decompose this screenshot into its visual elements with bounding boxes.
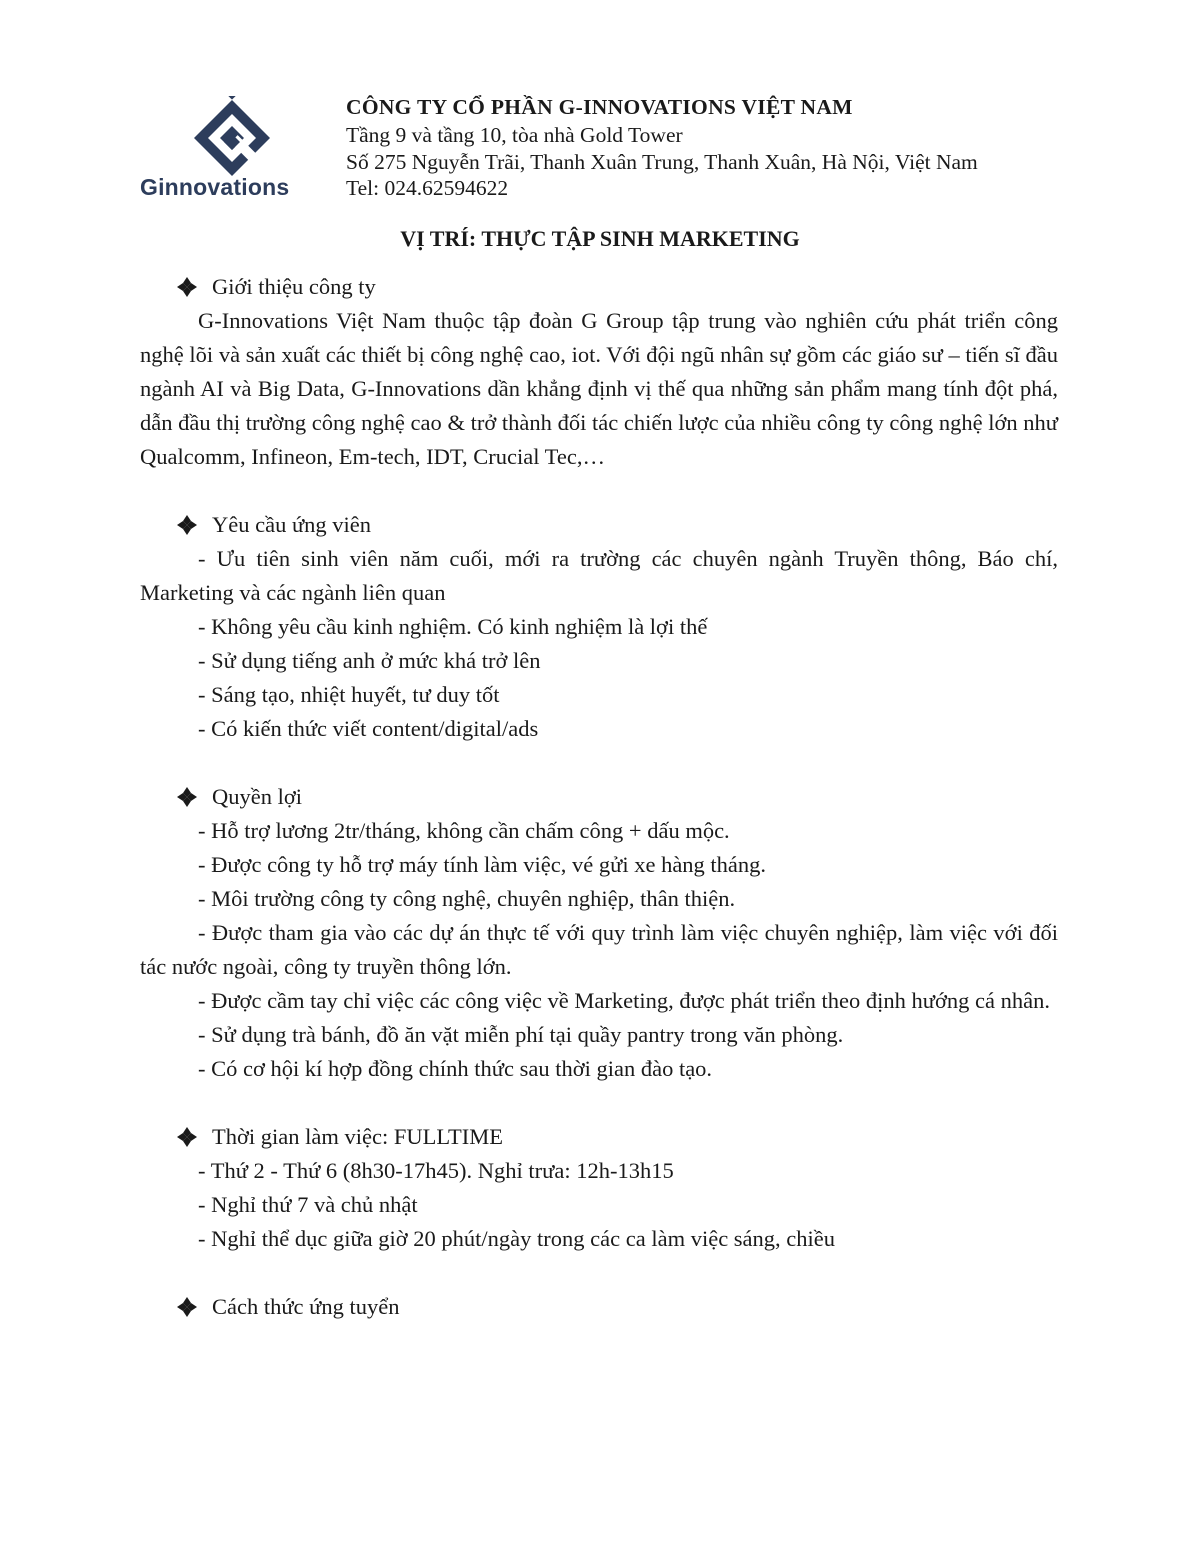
section-heading-text: Cách thức ứng tuyển bbox=[212, 1294, 400, 1319]
list-item: - Không yêu cầu kinh nghiệm. Có kinh nghiệm là lợi thế bbox=[198, 614, 708, 639]
list-item: - Có cơ hội kí hợp đồng chính thức sau thời gian đào tạo. bbox=[198, 1056, 713, 1081]
list-item: - Thứ 2 - Thứ 6 (8h30-17h45). Nghỉ trưa: 12h-13h15 bbox=[198, 1158, 674, 1183]
company-info bbox=[346, 92, 1106, 202]
spacer bbox=[140, 1086, 1058, 1120]
job-title: VỊ TRÍ: THỰC TẬP SINH MARKETING bbox=[400, 226, 800, 251]
section-heading-benefits bbox=[176, 780, 1058, 814]
diamond-bullet-icon bbox=[176, 1126, 198, 1148]
spacer bbox=[140, 746, 1058, 780]
list-item: - Nghỉ thứ 7 và chủ nhật bbox=[198, 1192, 418, 1217]
section-heading-schedule bbox=[176, 1120, 1058, 1154]
section-heading-requirements bbox=[176, 508, 1058, 542]
document-body bbox=[140, 270, 1058, 1324]
spacer bbox=[140, 1256, 1058, 1290]
g-logo-icon bbox=[140, 96, 320, 176]
spacer bbox=[140, 474, 1058, 508]
list-item: - Được công ty hỗ trợ máy tính làm việc, vé gửi xe hàng tháng. bbox=[198, 852, 767, 877]
company-name: CÔNG TY CỔ PHẦN G-INNOVATIONS VIỆT NAM bbox=[346, 95, 853, 119]
company-address-line2: Số 275 Nguyễn Trãi, Thanh Xuân Trung, Thanh Xuân, Hà Nội, Việt Nam bbox=[346, 149, 978, 174]
list-item: - Môi trường công ty công nghệ, chuyên nghiệp, thân thiện. bbox=[198, 886, 736, 911]
section-heading-text: Giới thiệu công ty bbox=[212, 274, 376, 299]
diamond-bullet-icon bbox=[176, 1296, 198, 1318]
logo-wordmark: Ginnovations bbox=[140, 174, 290, 200]
company-address-line1: Tầng 9 và tầng 10, tòa nhà Gold Tower bbox=[346, 123, 683, 147]
diamond-bullet-icon bbox=[176, 514, 198, 536]
intro-paragraph: G-Innovations Việt Nam thuộc tập đoàn G Group tập trung vào nghiên cứu phát triển công nghệ lõi và sản xuất các thiết bị công nghệ cao, iot. Với đội ngũ nhân sự gồm các giáo sư – tiến sĩ đầu ngành AI và Big Data, G-Innovations dần khẳng định vị thế qua những sản phẩm mang tính đột phá, dẫn đầu thị trường công nghệ cao & trở thành đối tác chiến lược của nhiều công ty công nghệ lớn như Qualcomm, Infineon, Em-tech, IDT, Crucial Tec,… bbox=[140, 308, 1058, 469]
list-item: - Nghỉ thể dục giữa giờ 20 phút/ngày trong các ca làm việc sáng, chiều bbox=[198, 1226, 836, 1251]
list-item: - Được tham gia vào các dự án thực tế với quy trình làm việc chuyên nghiệp, làm việc với đối tác nước ngoài, công ty truyền thông lớn. bbox=[140, 920, 1058, 979]
list-item: - Có kiến thức viết content/digital/ads bbox=[198, 716, 539, 741]
list-item: - Ưu tiên sinh viên năm cuối, mới ra trường các chuyên ngành Truyền thông, Báo chí, Marketing và các ngành liên quan bbox=[140, 546, 1058, 605]
list-item: - Sử dụng tiếng anh ở mức khá trở lên bbox=[198, 648, 541, 673]
list-item: - Sáng tạo, nhiệt huyết, tư duy tốt bbox=[198, 682, 500, 707]
list-item: - Được cầm tay chỉ việc các công việc về Marketing, được phát triển theo định hướng cá nhân. bbox=[198, 988, 1050, 1013]
company-phone: Tel: 024.62594622 bbox=[346, 176, 509, 200]
list-item: - Sử dụng trà bánh, đồ ăn vặt miễn phí tại quầy pantry trong văn phòng. bbox=[198, 1022, 844, 1047]
section-heading-text: Thời gian làm việc: FULLTIME bbox=[212, 1124, 504, 1149]
diamond-bullet-icon bbox=[176, 786, 198, 808]
company-logo bbox=[140, 96, 320, 206]
diamond-bullet-icon bbox=[176, 276, 198, 298]
section-heading-text: Quyền lợi bbox=[212, 784, 303, 809]
list-item: - Hỗ trợ lương 2tr/tháng, không cần chấm công + dấu mộc. bbox=[198, 818, 730, 843]
section-heading-intro bbox=[176, 270, 1058, 304]
section-heading-apply bbox=[176, 1290, 1058, 1324]
section-heading-text: Yêu cầu ứng viên bbox=[212, 512, 372, 537]
